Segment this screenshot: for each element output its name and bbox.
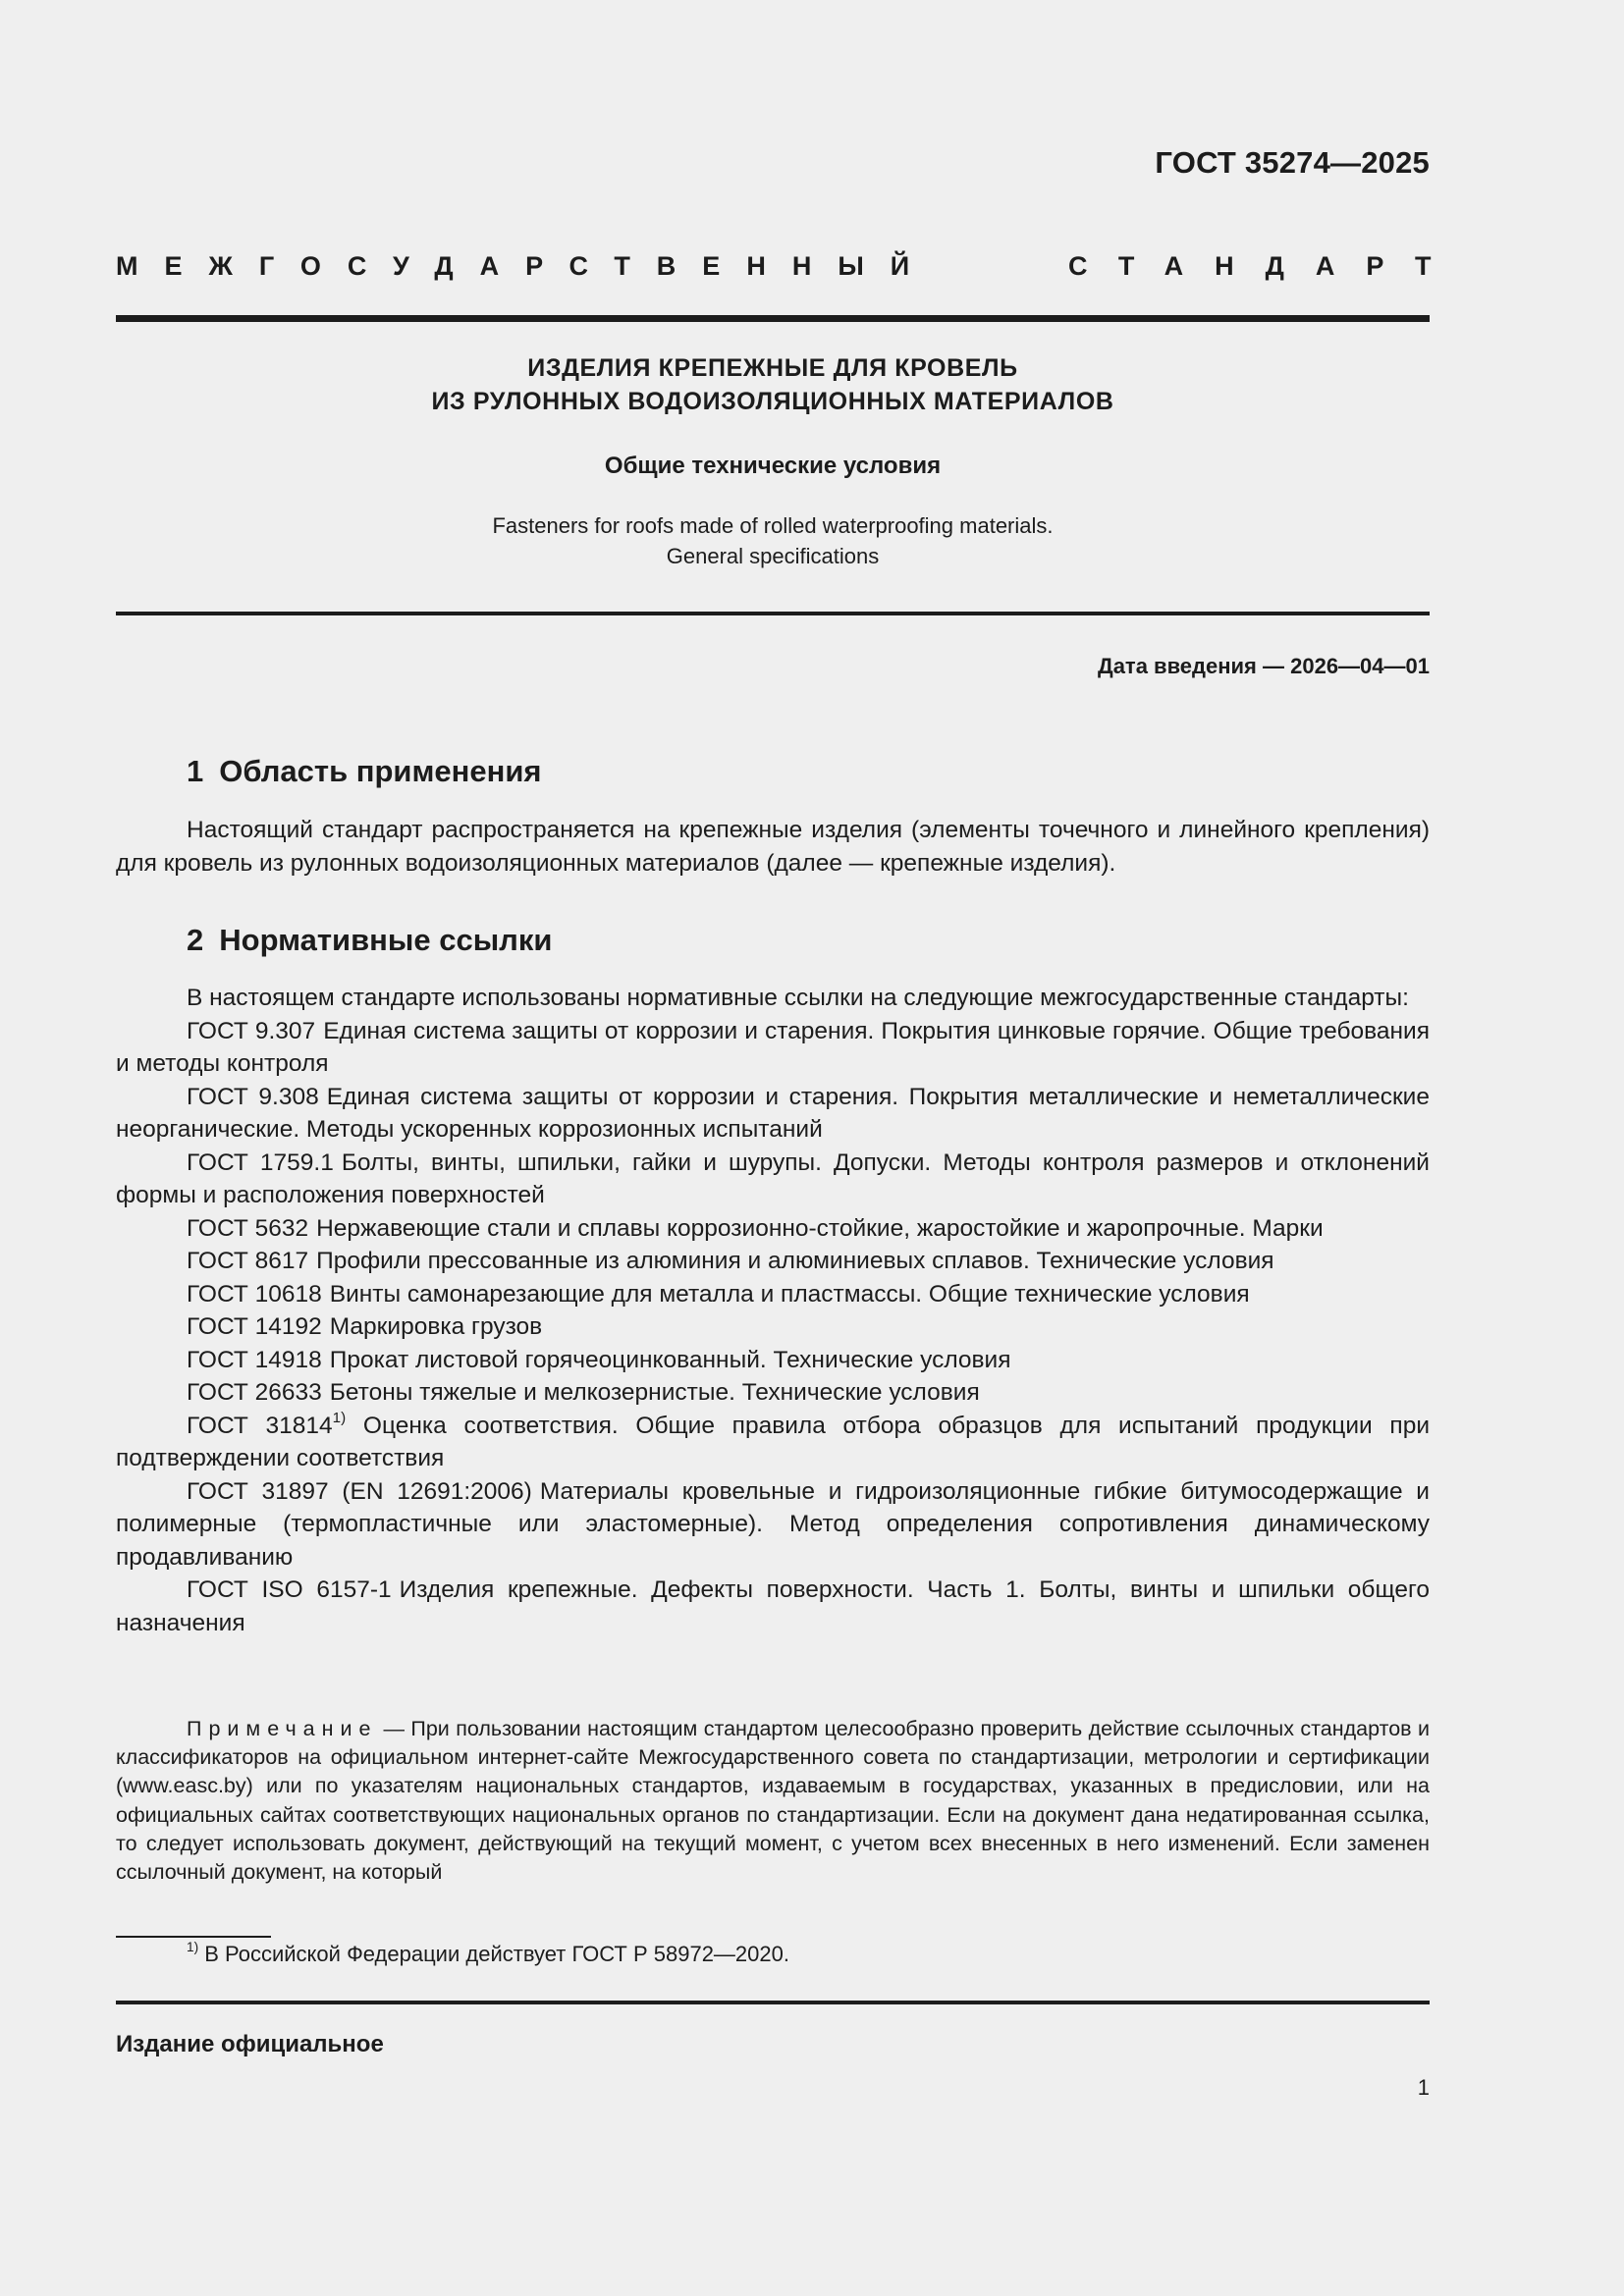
introduction-date: Дата введения — 2026—04—01: [1098, 654, 1430, 678]
reference-code: ГОСТ ISO 6157-1: [187, 1576, 392, 1603]
footnote-marker: 1): [187, 1940, 199, 1955]
section-number: 2: [187, 923, 204, 957]
reference-title: Материалы кровельные и гидроизоляционные гибкие битумосодержащие и полимерные (термопластичные или эластомерные). Метод определения сопротивления динамическому продавливанию: [116, 1477, 1430, 1571]
reference-item: [116, 1310, 1430, 1344]
reference-item: [116, 1278, 1430, 1311]
document-page: [116, 0, 1463, 2296]
title-line-2: ИЗ РУЛОННЫХ ВОДОИЗОЛЯЦИОННЫХ МАТЕРИАЛОВ: [431, 388, 1114, 415]
reference-item: [116, 1410, 1430, 1475]
document-title: [116, 351, 1430, 418]
reference-item: [116, 1081, 1430, 1147]
section-1-heading: [187, 754, 542, 789]
document-subtitle: Общие технические условия: [604, 453, 942, 479]
reference-title: Единая система защиты от коррозии и старения. Покрытия металлические и неметаллические неорганические. Методы ускоренных коррозионных испытаний: [116, 1083, 1430, 1143]
footnote-separator: [116, 1936, 271, 1938]
section-1-paragraph: Настоящий стандарт распространяется на крепежные изделия (элементы точечного и линейного крепления) для кровель из рулонных водоизоляционных материалов (далее — крепежные изделия).: [116, 817, 1430, 877]
reference-code: ГОСТ 14192: [187, 1313, 322, 1340]
references-intro: В настоящем стандарте использованы нормативные ссылки на следующие межгосударственные стандарты:: [187, 985, 1409, 1011]
section-number: 1: [187, 754, 204, 788]
reference-code: ГОСТ 1759.1: [187, 1148, 334, 1176]
english-title-line-2: General specifications: [666, 544, 880, 568]
reference-title: Прокат листовой горячеоцинкованный. Технические условия: [329, 1346, 1011, 1373]
reference-item: [116, 1245, 1430, 1278]
page-number: 1: [1417, 2075, 1430, 2100]
footer-divider: [116, 2001, 1430, 2004]
reference-code: ГОСТ 5632: [187, 1214, 309, 1242]
reference-title: Оценка соответствия. Общие правила отбора образцов для испытаний продукции при подтверждении соответствия: [116, 1412, 1431, 1471]
section-title: Область применения: [219, 754, 542, 788]
banner-word-standard: СТАНДАРТ: [1068, 251, 1463, 281]
reference-item: [116, 1574, 1430, 1639]
reference-title: Бетоны тяжелые и мелкозернистые. Технические условия: [329, 1379, 980, 1406]
english-title-line-1: Fasteners for roofs made of rolled waterproofing materials.: [492, 513, 1054, 538]
note-text: — При пользовании настоящим стандартом целесообразно проверить действие ссылочных стандартов и классификаторов на официальном интернет-сайте Межгосударственного совета по стандартизации, метрологии и сертификации (www.easc.by) или по указателям национальных стандартов, издаваемым в государствах, указанных в предисловии, или на официальных сайтах соответствующих национальных органов по стандартизации. Если на документ дана недатированная ссылка, то следует использовать документ, действующий на текущий момент, с учетом всех внесенных в него изменений. Если заменен ссылочный документ, на который: [116, 1717, 1430, 1885]
reference-footnote-marker: 1): [332, 1409, 347, 1426]
reference-item: [116, 1344, 1430, 1377]
section-title: Нормативные ссылки: [219, 923, 553, 957]
reference-item: [116, 1015, 1430, 1081]
reference-title: Маркировка грузов: [329, 1313, 543, 1340]
reference-title: Изделия крепежные. Дефекты поверхности. Часть 1. Болты, винты и шпильки общего назначения: [116, 1576, 1430, 1636]
banner-word-interstate: МЕЖГОСУДАРСТВЕННЫЙ: [116, 251, 937, 281]
reference-item: [116, 1147, 1430, 1212]
english-title: [116, 510, 1430, 571]
reference-code: ГОСТ 10618: [187, 1280, 322, 1308]
reference-item: [116, 1376, 1430, 1410]
reference-title: Винты самонарезающие для металла и пластмассы. Общие технические условия: [329, 1280, 1250, 1308]
reference-code: ГОСТ 8617: [187, 1248, 309, 1274]
reference-title: Нержавеющие стали и сплавы коррозионно-стойкие, жаростойкие и жаропрочные. Марки: [316, 1214, 1324, 1242]
reference-code: ГОСТ 14918: [187, 1346, 322, 1373]
reference-code: ГОСТ 26633: [187, 1379, 322, 1406]
title-divider: [116, 612, 1430, 615]
reference-code: ГОСТ 9.307: [187, 1017, 316, 1044]
footnote: [187, 1942, 789, 1967]
section-1-body: [116, 814, 1430, 880]
note-paragraph: [116, 1715, 1430, 1887]
normative-references: [116, 982, 1430, 1639]
reference-code: ГОСТ 9.308: [187, 1083, 319, 1110]
reference-title: Профили прессованные из алюминия и алюминиевых сплавов. Технические условия: [316, 1248, 1274, 1274]
reference-code: ГОСТ 31814: [187, 1412, 333, 1439]
references-list: [116, 1015, 1430, 1640]
reference-title: Болты, винты, шпильки, гайки и шурупы. Допуски. Методы контроля размеров и отклонений формы и расположения поверхностей: [116, 1148, 1430, 1208]
title-line-1: ИЗДЕЛИЯ КРЕПЕЖНЫЕ ДЛЯ КРОВЕЛЬ: [527, 354, 1018, 382]
reference-title: Единая система защиты от коррозии и старения. Покрытия цинковые горячие. Общие требования и методы контроля: [116, 1017, 1430, 1077]
document-id: ГОСТ 35274—2025: [1155, 145, 1430, 180]
reference-item: [116, 1212, 1430, 1246]
note-label: Примечание: [187, 1717, 378, 1740]
official-edition-label: Издание официальное: [116, 2031, 384, 2057]
section-2-heading: [187, 923, 552, 958]
header-divider: [116, 315, 1430, 322]
reference-item: [116, 1475, 1430, 1575]
reference-code: ГОСТ 31897 (EN 12691:2006): [187, 1477, 532, 1505]
footnote-text: В Российской Федерации действует ГОСТ Р 58972—2020.: [204, 1942, 789, 1966]
